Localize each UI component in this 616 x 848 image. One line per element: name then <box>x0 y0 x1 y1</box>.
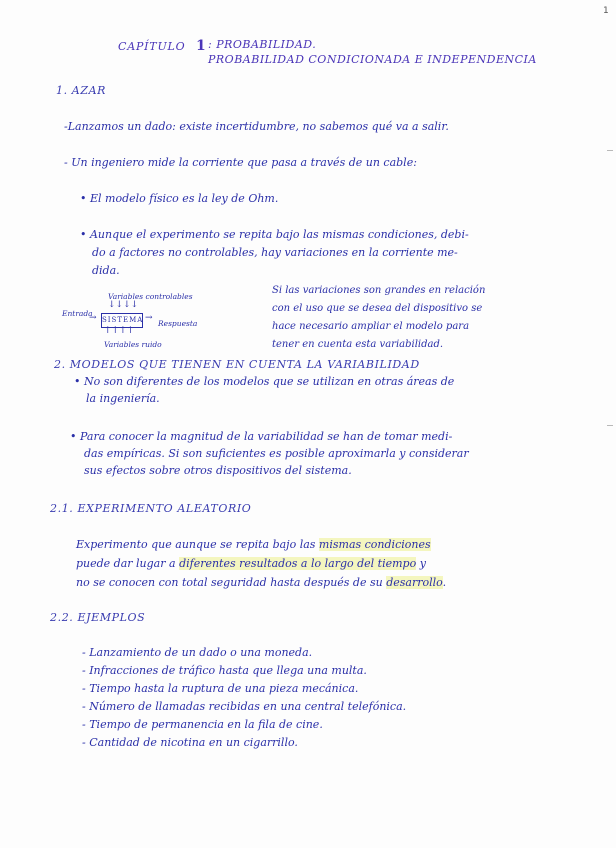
diagram-label-output: Respuesta <box>158 319 198 328</box>
page-fold-mark <box>607 150 613 151</box>
up-arrows-icon: ↑↑↑↑ <box>104 326 135 336</box>
section-2-line: • No son diferentes de los modelos que se utilizan en otras áreas de <box>74 375 455 388</box>
note-line: con el uso que se desea del dispositivo se <box>272 303 483 314</box>
diagram-label-controllable: Variables controlables <box>108 292 193 301</box>
definition-text: Experimento que aunque se repita bajo las <box>76 538 319 551</box>
section-2-line: das empíricas. Si son suficientes es posible aproximarla y considerar <box>84 447 469 460</box>
section-1-line: -Lanzamos un dado: existe incertidumbre, no sabemos qué va a salir. <box>64 120 449 133</box>
diagram-label-input: Entrada <box>62 309 93 318</box>
definition-line <box>76 538 431 552</box>
definition-line <box>76 576 446 590</box>
definition-text: puede dar lugar a <box>76 557 180 570</box>
definition-text: . <box>442 576 447 589</box>
chapter-title-line2: PROBABILIDAD CONDICIONADA E INDEPENDENCIA <box>208 53 537 66</box>
page-fold-mark <box>607 425 613 426</box>
highlighted-text: desarrollo <box>386 576 443 589</box>
section-1-line: do a factores no controlables, hay variaciones en la corriente me- <box>92 246 458 259</box>
example-item: - Infracciones de tráfico hasta que llega una multa. <box>82 664 367 677</box>
note-line: Si las variaciones son grandes en relación <box>272 285 486 296</box>
definition-line <box>76 557 426 571</box>
section-2-2-heading: 2.2. EJEMPLOS <box>50 611 146 624</box>
section-2-1-heading: 2.1. EXPERIMENTO ALEATORIO <box>50 502 252 515</box>
section-2-line: sus efectos sobre otros dispositivos del sistema. <box>84 464 352 477</box>
definition-text: no se conocen con total seguridad hasta después de su <box>76 576 387 589</box>
chapter-number: 1 <box>196 38 206 54</box>
section-1-heading: 1. AZAR <box>56 84 107 97</box>
highlighted-text: diferentes resultados a lo largo del tiempo <box>179 557 417 570</box>
section-1-line: • El modelo físico es la ley de Ohm. <box>80 192 279 205</box>
right-arrow-icon: → <box>145 313 153 323</box>
section-1-line: dida. <box>92 264 120 277</box>
chapter-label: CAPÍTULO <box>118 40 186 53</box>
example-item: - Cantidad de nicotina en un cigarrillo. <box>82 736 298 749</box>
example-item: - Lanzamiento de un dado o una moneda. <box>82 646 313 659</box>
section-2-line: • Para conocer la magnitud de la variabilidad se han de tomar medi- <box>70 430 453 443</box>
example-item: - Tiempo de permanencia en la fila de cine. <box>82 718 323 731</box>
diagram-label-noise: Variables ruido <box>104 340 162 349</box>
example-item: - Tiempo hasta la ruptura de una pieza mecánica. <box>82 682 359 695</box>
down-arrows-icon: ↓↓↓↓ <box>108 300 139 310</box>
example-item: - Número de llamadas recibidas en una central telefónica. <box>82 700 407 713</box>
section-1-line: • Aunque el experimento se repita bajo las mismas condiciones, debi- <box>80 228 469 241</box>
definition-text: y <box>416 557 426 570</box>
highlighted-text: mismas condiciones <box>318 538 431 551</box>
page-number: 1 <box>603 6 609 16</box>
diagram-system-box: SISTEMA <box>101 313 143 328</box>
section-1-line: - Un ingeniero mide la corriente que pasa a través de un cable: <box>64 156 417 169</box>
chapter-title-line1: : PROBABILIDAD. <box>208 38 317 51</box>
section-2-line: la ingeniería. <box>86 392 160 405</box>
note-line: tener en cuenta esta variabilidad. <box>272 339 444 350</box>
right-arrow-icon: → <box>89 313 97 323</box>
section-2-heading: 2. MODELOS QUE TIENEN EN CUENTA LA VARIABILIDAD <box>54 358 420 371</box>
note-line: hace necesario ampliar el modelo para <box>272 321 470 332</box>
